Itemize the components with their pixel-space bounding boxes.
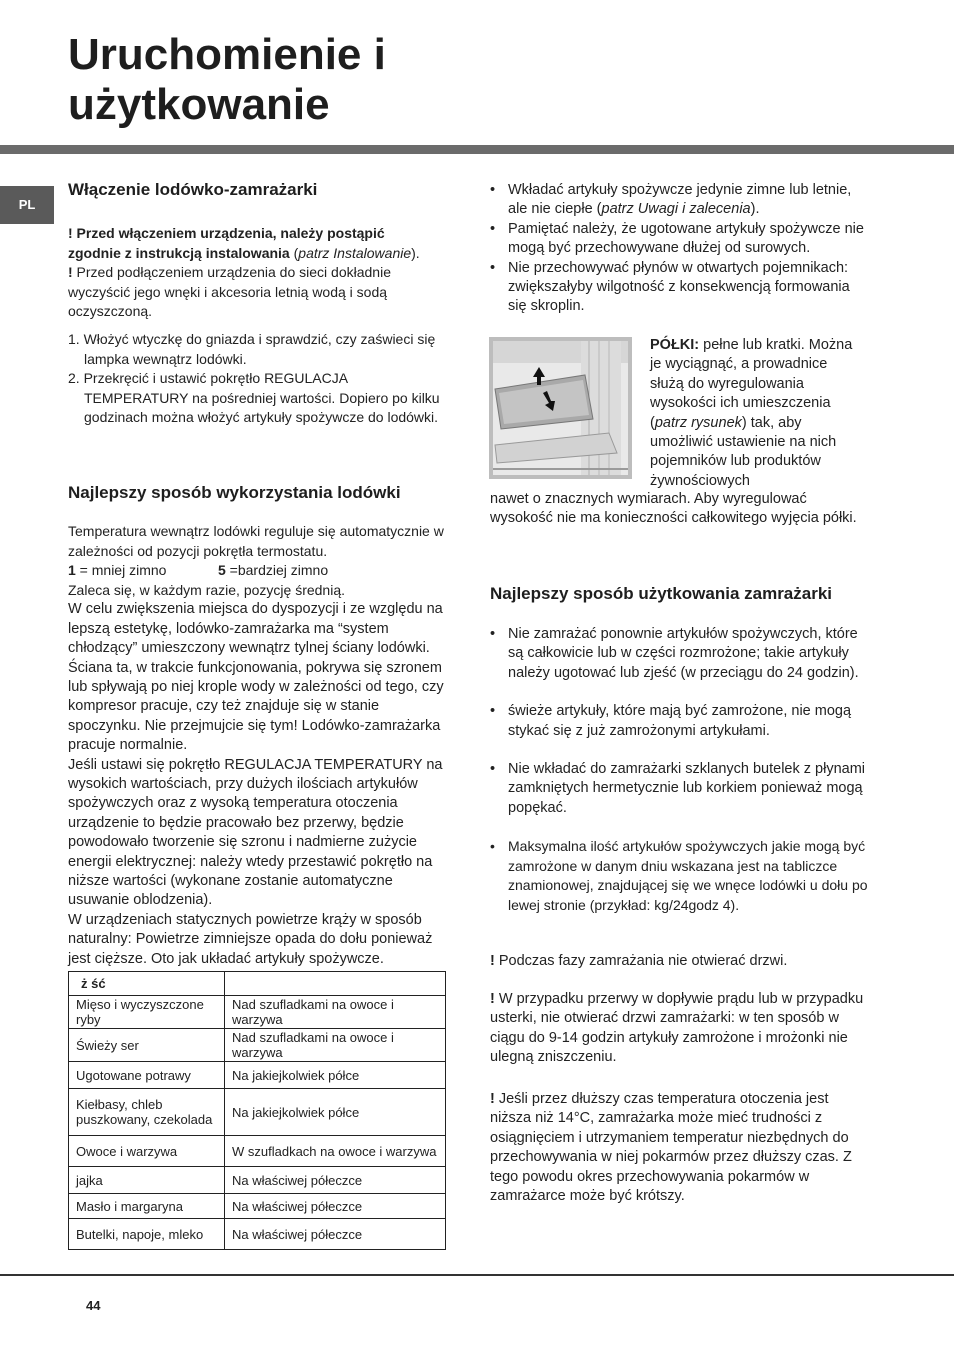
warning-clean xyxy=(68,263,433,322)
fridge-body-3: W urządzeniach statycznych powietrze krąży w sposób naturalny: Powietrze zimniejsze opada do dołu ponieważ jest cięższe. Oto jak układać artykuły spożywcze. xyxy=(68,911,433,967)
table-cell-place: Na właściwej półeczce xyxy=(225,1219,446,1250)
fridge-use-body xyxy=(68,522,448,969)
bullet: • xyxy=(490,259,496,276)
table-cell-food: Mięso i wyczyszczone ryby xyxy=(69,996,225,1029)
shelves-text: pełne lub kratki. Można je wyciągnąć, a prowadnice służą do wyregulowania wysokości ich umieszczenia ( xyxy=(650,337,853,431)
shelves-ref: patrz rysunek xyxy=(654,414,742,431)
bullet: • xyxy=(490,703,496,720)
warning-mark: ! xyxy=(68,225,73,241)
table-header-row xyxy=(69,972,446,996)
list-item-text: Nie przechowywać płynów w otwartych pojemnikach: zwiększałyby wilgotność z konsekwencją formowania się skroplin. xyxy=(508,259,850,315)
footer-divider xyxy=(0,1274,954,1276)
table-cell-food: jajka xyxy=(69,1167,225,1194)
fridge-body-2: Jeśli ustawi się pokrętło REGULACJA TEMPERATURY na wysokich wartościach, przy dużych ilościach artykułów spożywczych oraz z wysoką temperatura otoczenia urządzenie to będzie pracowało bez przerwy, będzie powodowało tworzenie się szronu i nadmierne zużycie energii elektrycznej: należy wtedy przestawić pokrętło na niższe wartości (wykonane zostanie automatyczne usuwanie oblodzenia). xyxy=(68,756,443,909)
scale-5-text: =bardziej zimno xyxy=(225,562,329,579)
list-item xyxy=(490,837,870,915)
warning-text: Podczas fazy zamrażania nie otwierać drzwi. xyxy=(494,953,788,969)
list-item xyxy=(490,625,870,683)
warning-text: W przypadku przerwy w dopływie prądu lub w przypadku usterki, nie otwierać drzwi zamrażarki: w ten sposób w ciągu do 9-14 godzin artykuły zamrożone i mrożonki nie ulegną zniszczeniu. xyxy=(490,991,864,1066)
table-cell-place: Nad szufladkami na owoce i warzywa xyxy=(225,1029,446,1062)
thermostat-scale xyxy=(68,561,448,581)
warning-install-bold: Przed włączeniem urządzenia, należy postąpić zgodnie z instrukcją instalowania xyxy=(68,225,385,261)
table-row xyxy=(69,1089,446,1136)
list-item xyxy=(490,760,870,818)
food-placement-table xyxy=(68,971,446,1250)
table-row xyxy=(69,996,446,1029)
table-cell-food: Świeży ser xyxy=(69,1029,225,1062)
startup-step: 1. Włożyć wtyczkę do gniazda i sprawdzić, czy zaświeci się lampka wewnątrz lodówki. xyxy=(68,331,436,367)
list-item-text: Nie wkładać do zamrażarki szklanych butelek z płynami zamkniętych hermetycznie lub korkiem ponieważ mogą popękać. xyxy=(508,761,866,816)
language-tab: PL xyxy=(0,186,54,224)
warning-mark: ! xyxy=(490,953,495,969)
table-cell-place: Na jakiejkolwiek półce xyxy=(225,1089,446,1136)
page-title-line-2: użytkowanie xyxy=(68,80,330,129)
bullet: • xyxy=(490,626,496,642)
bullet: • xyxy=(490,220,496,237)
table-cell-place: W szufladkach na owoce i warzywa xyxy=(225,1136,446,1167)
table-cell-food: Owoce i warzywa xyxy=(69,1136,225,1167)
list-item xyxy=(490,259,870,317)
fridge-body-1: W celu zwiększenia miejsca do dyspozycji i ze względu na lepszą estetykę, lodówko-zamrażarka ma “system chłodzący” umieszczony wewnątrz tylnej ściany lodówki. Ściana ta, w trakcie funkcjonowania, pokrywa się szronem lub spływają po niej krople wody w zależności od tego, czy kompresor pracuje, czy też znajduje się w stanie spoczynku. Nie przejmujcie się tym! Lodówko-zamrażarka pracuje normalnie. xyxy=(68,601,444,754)
scale-1-number: 1 xyxy=(68,562,76,579)
table-row xyxy=(69,1136,446,1167)
table-header-cell: ż ść xyxy=(69,972,225,996)
warning-install-ref: patrz Instalowanie xyxy=(298,244,412,261)
table-cell-food: Masło i margaryna xyxy=(69,1194,225,1219)
table-cell-food: Kiełbasy, chleb puszkowany, czekolada xyxy=(69,1089,225,1136)
fridge-intro: Temperatura wewnątrz lodówki reguluje się automatycznie w zależności od pozycji pokrętła termostatu. xyxy=(68,523,444,559)
table-row xyxy=(69,1029,446,1062)
warning-install xyxy=(68,224,433,263)
page-title-line-1: Uruchomienie i xyxy=(68,30,386,79)
startup-step: 2. Przekręcić i ustawić pokrętło REGULACJA TEMPERATURY na pośredniej wartości. Dopiero po kilku godzinach można włożyć artykuły spożywcze do lodówki. xyxy=(68,370,440,426)
warning-clean-text: Przed podłączeniem urządzenia do sieci dokładnie wyczyścić jego wnęki i akcesoria letnią wodą i sodą oczyszczoną. xyxy=(68,264,391,320)
warning-mark: ! xyxy=(490,1091,495,1107)
scale-1-text: = mniej zimno xyxy=(75,562,167,579)
shelves-label: PÓŁKI: xyxy=(650,337,700,353)
bullet: • xyxy=(490,838,495,855)
shelves-description xyxy=(650,336,860,491)
storage-tips-list xyxy=(490,181,870,317)
scale-5-number: 5 xyxy=(218,562,226,579)
warning-mark: ! xyxy=(68,264,73,280)
warning-low-temperature xyxy=(490,1090,862,1206)
list-item xyxy=(490,702,870,741)
bullet: • xyxy=(490,182,496,198)
paren-open: ( xyxy=(289,244,299,261)
warning-power-outage xyxy=(490,990,870,1068)
shelves-description-cont: nawet o znacznych wymiarach. Aby wyregulować wysokość nie ma konieczności całkowitego wyjęcia półki. xyxy=(490,491,857,527)
warning-text: Jeśli przez dłuższy czas temperatura otoczenia jest niższa niż 14°C, zamrażarka może mieć trudności z osiągnięciem i utrzymaniem temperatur niezbędnych do przechowywania w niej pokarmów przez dłuższy czas. Z tego powodu okres przechowywania pokarmów w zamrażarce może być krótszy. xyxy=(490,1091,852,1205)
section-heading-freezer-use: Najlepszy sposób użytkowania zamrażarki xyxy=(490,584,833,603)
table-cell-food: Butelki, napoje, mleko xyxy=(69,1219,225,1250)
table-cell-place: Nad szufladkami na owoce i warzywa xyxy=(225,996,446,1029)
section-heading-fridge-use: Najlepszy sposób wykorzystania lodówki xyxy=(68,483,401,502)
shelves-text: ) tak, aby umożliwić ustawienie na nich pojemników lub produktów żywnościowych xyxy=(650,414,837,489)
table-cell-place: Na właściwej półeczce xyxy=(225,1194,446,1219)
warning-freezing-door xyxy=(490,952,870,971)
list-item-text: Wkładać artykuły spożywcze jedynie zimne lub letnie, ale nie ciepłe ( xyxy=(508,182,852,218)
header-divider-bar xyxy=(0,145,954,154)
table-cell-place: Na jakiejkolwiek półce xyxy=(225,1062,446,1089)
table-row xyxy=(69,1062,446,1089)
freezer-tips-list xyxy=(490,625,870,916)
table-cell-place: Na właściwej półeczce xyxy=(225,1167,446,1194)
recommend-text: Zaleca się, w każdym razie, pozycję średnią. xyxy=(68,581,345,598)
bullet: • xyxy=(490,761,496,778)
list-item-text: ). xyxy=(750,201,760,218)
page-number: 44 xyxy=(86,1298,101,1313)
list-item xyxy=(490,181,870,220)
shelf-illustration xyxy=(489,337,632,479)
list-item-text: Pamiętać należy, że ugotowane artykuły spożywcze nie mogą być przechowywane dłużej od surowych. xyxy=(508,220,864,257)
table-row xyxy=(69,1194,446,1219)
table-row xyxy=(69,1219,446,1250)
page-title xyxy=(68,30,386,130)
table-cell-food: Ugotowane potrawy xyxy=(69,1062,225,1089)
list-item-text: świeże artykuły, które mają być zamrożone, nie mogą stykać się z już zamrożonymi artykułami. xyxy=(508,703,852,739)
list-item-text: Nie zamrażać ponownie artykułów spożywczych, które są całkowicie lub w części rozmrożone; takie artykuły należy ugotować lub zjeść (w przeciągu do 24 godzin). xyxy=(508,626,859,681)
warning-mark: ! xyxy=(490,991,495,1007)
startup-steps xyxy=(68,330,448,428)
section-heading-switch-on: Włączenie lodówko-zamrażarki xyxy=(68,180,318,199)
list-item-text: Maksymalna ilość artykułów spożywczych jakie mogą być zamrożone w danym dniu wskazana jest na tabliczce znamionowej, znajdującej się we wnęce lodówki u dołu po lewej stronie (przykład: kg/24godz 4). xyxy=(508,838,868,914)
table-header-cell xyxy=(225,972,446,996)
paren-close: ). xyxy=(411,244,420,261)
table-row xyxy=(69,1167,446,1194)
list-item-ref: patrz Uwagi i zalecenia xyxy=(601,201,751,218)
list-item xyxy=(490,220,870,259)
